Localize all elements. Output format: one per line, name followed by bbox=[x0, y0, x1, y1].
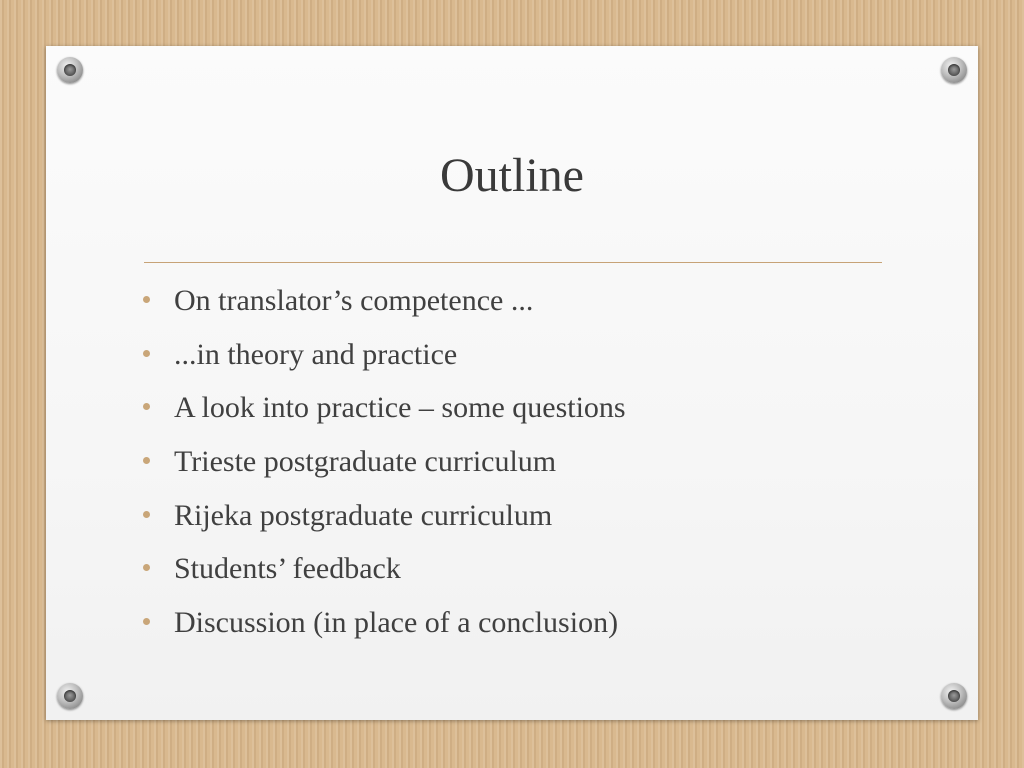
bullet-item bbox=[142, 489, 922, 543]
bullet-dot-icon bbox=[143, 618, 150, 625]
pushpin-icon bbox=[941, 57, 967, 83]
bullet-item bbox=[142, 542, 922, 596]
bullet-text: Rijeka postgraduate curriculum bbox=[174, 498, 553, 532]
bullet-text: Discussion (in place of a conclusion) bbox=[174, 606, 619, 640]
pushpin-icon bbox=[941, 683, 967, 709]
bullet-dot-icon bbox=[143, 403, 150, 410]
bullet-dot-icon bbox=[143, 296, 150, 303]
bullet-item bbox=[142, 435, 922, 489]
bullet-dot-icon bbox=[143, 511, 150, 518]
pushpin-icon bbox=[57, 57, 83, 83]
bullet-dot-icon bbox=[143, 457, 150, 464]
bullet-text: Students’ feedback bbox=[174, 552, 401, 586]
bullet-text: On translator’s competence ... bbox=[174, 284, 534, 317]
pushpin-icon bbox=[57, 683, 83, 709]
bullet-text: Trieste postgraduate curriculum bbox=[174, 445, 557, 479]
bullet-dot-icon bbox=[143, 350, 150, 357]
title-divider bbox=[144, 262, 882, 263]
slide-title: Outline bbox=[440, 149, 584, 202]
bullet-item bbox=[142, 596, 922, 650]
slide bbox=[46, 46, 978, 720]
bullet-dot-icon bbox=[143, 564, 150, 571]
bullet-text: ...in theory and practice bbox=[174, 337, 458, 371]
bullet-item bbox=[142, 328, 922, 382]
bullet-item bbox=[142, 381, 922, 435]
bullet-list bbox=[142, 274, 922, 650]
bullet-item bbox=[142, 274, 922, 328]
bullet-text: A look into practice – some questions bbox=[174, 391, 626, 425]
